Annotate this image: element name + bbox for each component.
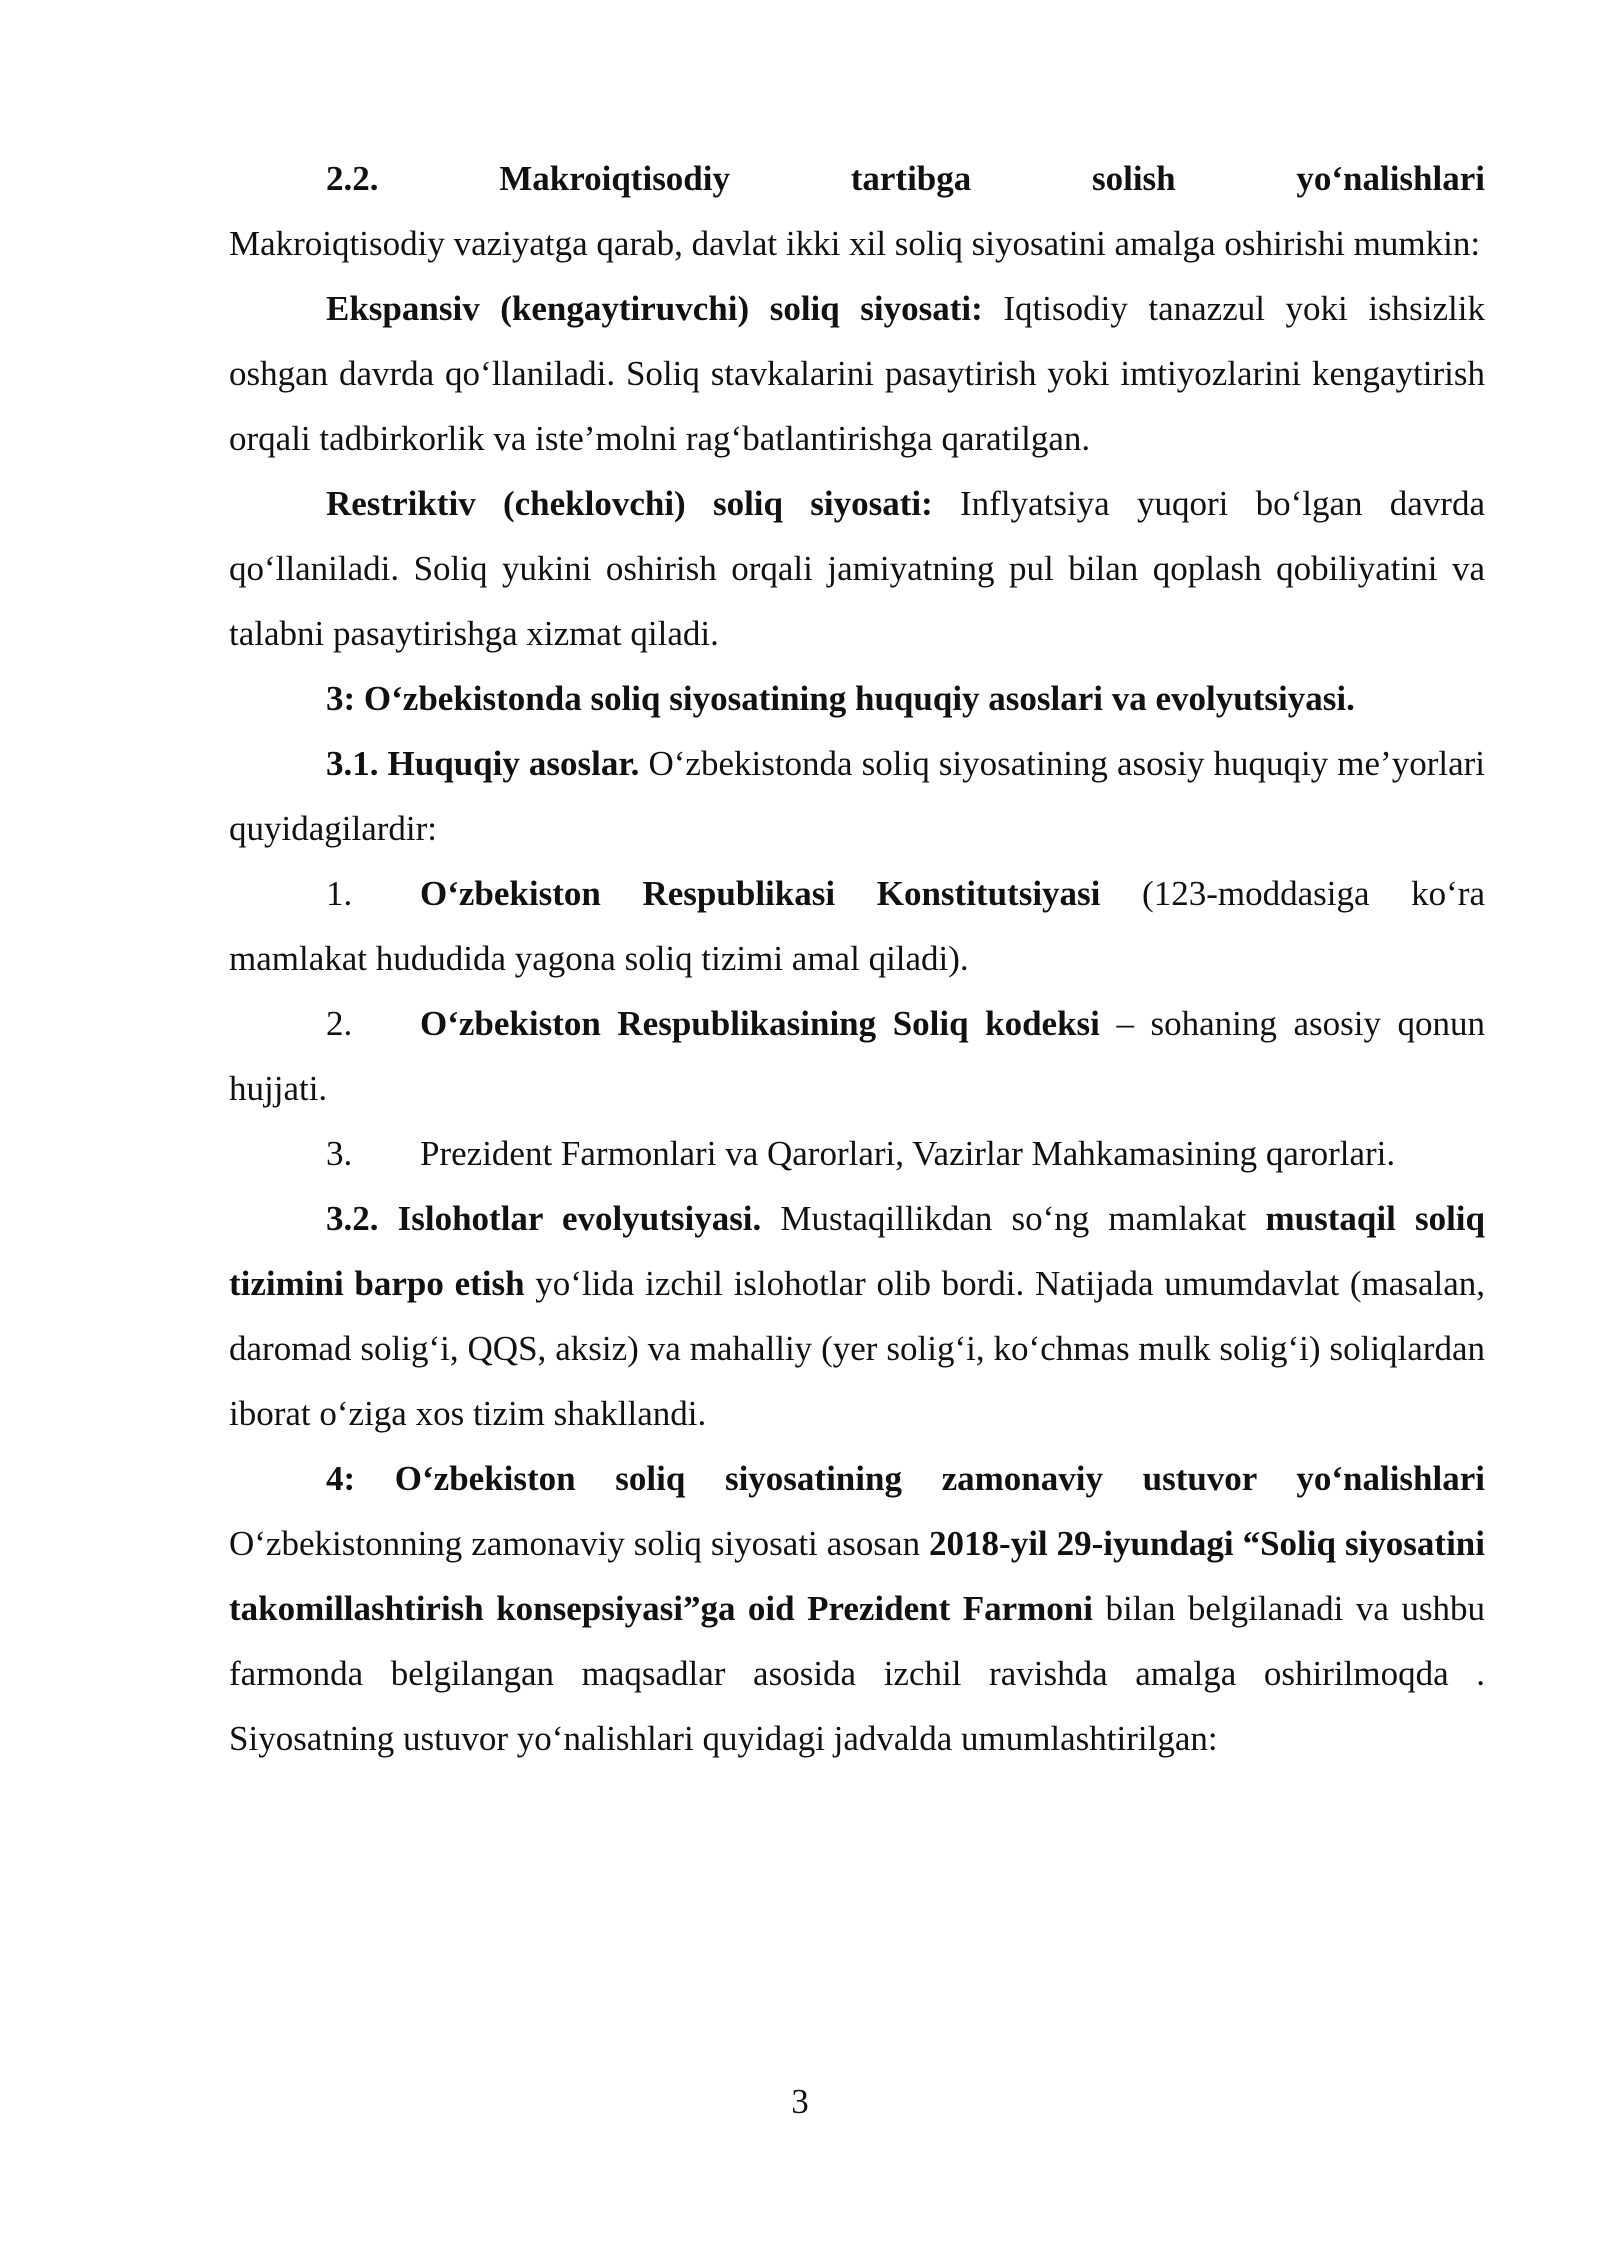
modern-policy-paragraph (229, 1511, 1485, 1771)
restrictive-policy-text: Inflyatsiya yuqori bo‘lgan davrda qo‘llaniladi. Soliq yukini oshirish orqali jamiyatning pul bilan qoplash qobiliyatini va talabni pasaytirishga xizmat qiladi. (229, 484, 1485, 653)
heading-2-2-word: yo‘nalishlari (1296, 159, 1485, 198)
list-number: 2. (326, 1004, 353, 1043)
section-3-2-text: yo‘lida izchil islohotlar olib bordi. Natijada umumdavlat (masalan, daromad solig‘i, QQS, aksiz) va mahalliy (yer solig‘i, ko‘chmas mulk solig‘i) soliqlardan iborat o‘ziga xos tizim shakllandi. (229, 1264, 1485, 1433)
section-3-2-paragraph (229, 1186, 1485, 1446)
modern-policy-text: O‘zbekistonning zamonaviy soliq siyosati asosan (229, 1524, 930, 1563)
list-item-text: – sohaning asosiy qonun hujjati. (229, 1004, 1485, 1108)
list-item-title: O‘zbekiston Respublikasining Soliq kodeksi (420, 1004, 1100, 1043)
heading-2-2-word: solish (1091, 159, 1176, 198)
modern-policy-text: bilan belgilanadi va ushbu farmonda belgilangan maqsadlar asosida izchil ravishda amalga oshirilmoqda . Siyosatning ustuvor yo‘nalishlari quyidagi jadvalda umumlashtirilgan: (229, 1589, 1485, 1758)
heading-2-2-word: Makroiqtisodiy (499, 159, 730, 198)
section-3-1-text: O‘zbekistonda soliq siyosatining asosiy huquqiy me’yorlari quyidagilardir: (229, 744, 1485, 848)
section-3-2-emphasis: mustaqil soliq tizimini barpo etish (229, 1199, 1485, 1303)
section-3-1-paragraph (229, 731, 1485, 861)
page-number: 3 (791, 2082, 809, 2121)
legal-list-item (229, 991, 1485, 1121)
list-number: 3. (326, 1134, 353, 1173)
restrictive-policy-paragraph (229, 471, 1485, 666)
section-3-2-title: 3.2. Islohotlar evolyutsiyasi. (326, 1199, 762, 1238)
expansive-policy-term: Ekspansiv (kengaytiruvchi) soliq siyosati: (326, 289, 983, 328)
heading-2-2-word: 2.2. (326, 159, 379, 198)
section-3-2-text: Mustaqillikdan so‘ng mamlakat (761, 1199, 1266, 1238)
expansive-policy-paragraph (229, 276, 1485, 471)
expansive-policy-text: Iqtisodiy tanazzul yoki ishsizlik oshgan davrda qo‘llaniladi. Soliq stavkalarini pasaytirish yoki imtiyozlarini kengaytirish orqali tadbirkorlik va iste’molni rag‘batlantirishga qaratilgan. (229, 289, 1485, 458)
restrictive-policy-term: Restriktiv (cheklovchi) soliq siyosati: (326, 484, 933, 523)
page-body (229, 146, 1485, 1771)
heading-4: 4: O‘zbekiston soliq siyosatining zamonaviy ustuvor yo‘nalishlari (326, 1459, 1485, 1498)
intro-paragraph: Makroiqtisodiy vaziyatga qarab, davlat ikki xil soliq siyosatini amalga oshirishi mumkin: (229, 224, 1481, 263)
heading-3: 3: O‘zbekistonda soliq siyosatining huquqiy asoslari va evolyutsiyasi. (326, 679, 1355, 718)
section-3-1-title: 3.1. Huquqiy asoslar. (326, 744, 640, 783)
heading-2-2-word: tartibga (850, 159, 972, 198)
legal-list-item (229, 861, 1485, 991)
modern-policy-decree: 2018-yil 29-iyundagi “Soliq siyosatini takomillashtirish konsepsiyasi”ga oid Prezident Farmoni (229, 1524, 1485, 1628)
list-item-title: O‘zbekiston Respublikasi Konstitutsiyasi (420, 874, 1101, 913)
heading-2-2 (229, 146, 1485, 211)
list-item-text: (123-moddasiga ko‘ra mamlakat hududida yagona soliq tizimi amal qiladi). (229, 874, 1485, 978)
list-item-text: Prezident Farmonlari va Qarorlari, Vazirlar Mahkamasining qarorlari. (420, 1134, 1396, 1173)
legal-list-item (229, 1121, 1485, 1186)
list-number: 1. (326, 874, 353, 913)
